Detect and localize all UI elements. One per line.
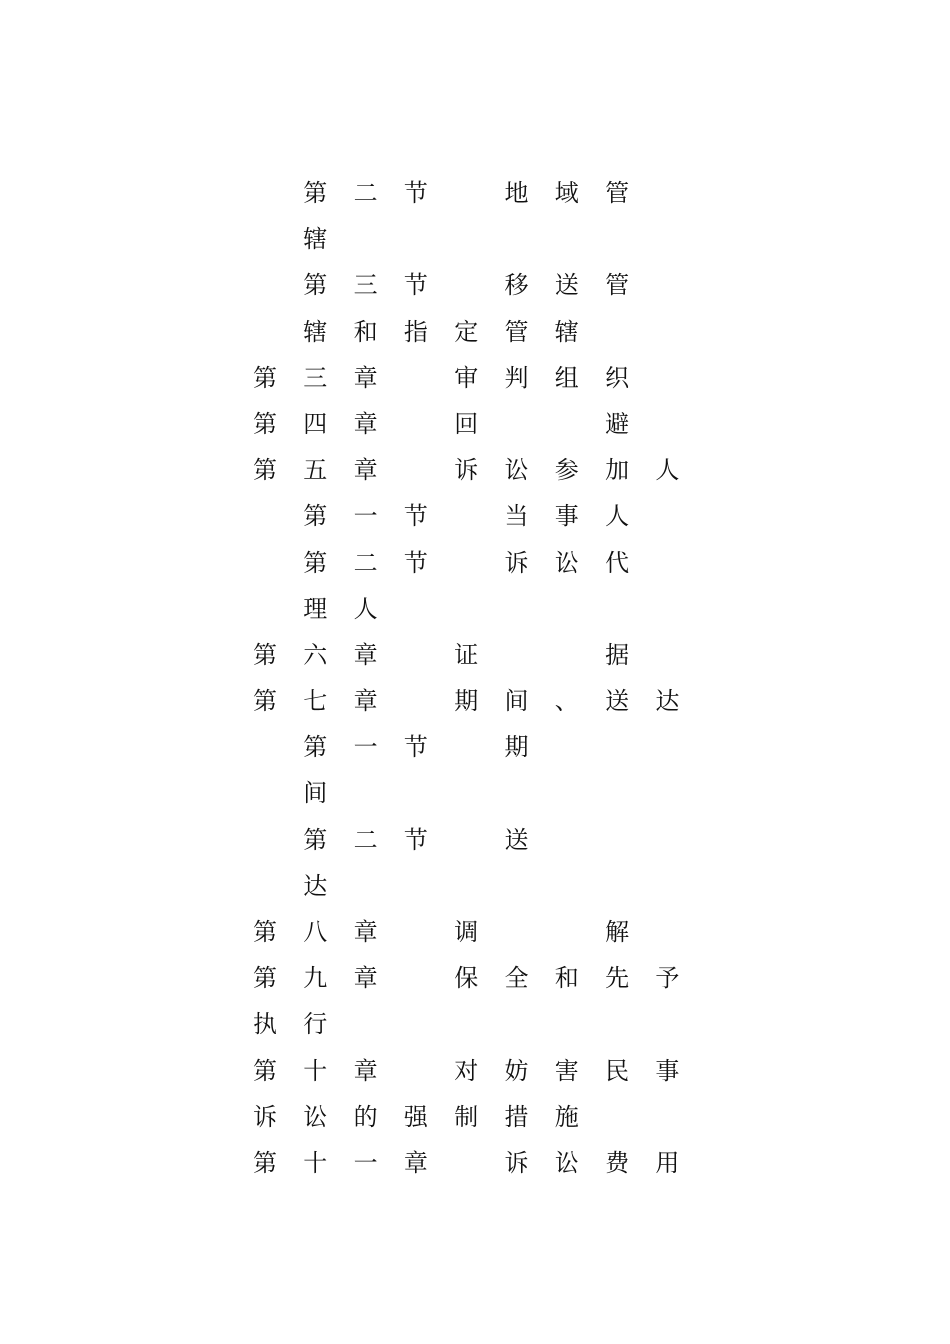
toc-char: 一 xyxy=(353,733,378,762)
toc-char: 五 xyxy=(303,456,328,485)
toc-char: 第 xyxy=(253,687,277,716)
toc-char: 二 xyxy=(353,548,378,577)
toc-char: 对 xyxy=(454,1056,479,1085)
toc-line xyxy=(0,447,950,493)
toc-char: 组 xyxy=(554,363,579,392)
toc-char: 制 xyxy=(454,1102,479,1131)
toc-char: 期 xyxy=(454,687,479,716)
toc-char: 十 xyxy=(303,1056,328,1085)
toc-char: 用 xyxy=(655,1148,680,1177)
toc-char: 管 xyxy=(605,271,630,300)
toc-char: 诉 xyxy=(454,456,479,485)
toc-char: 章 xyxy=(353,918,378,946)
toc-line xyxy=(0,909,950,955)
toc-char: 人 xyxy=(655,456,680,485)
toc-char: 九 xyxy=(303,964,328,993)
toc-char: 人 xyxy=(353,594,378,623)
toc-char: 四 xyxy=(303,409,328,438)
toc-char: 讼 xyxy=(554,548,579,577)
toc-char: 第 xyxy=(253,918,277,946)
toc-char: 据 xyxy=(605,640,630,669)
toc-char: 第 xyxy=(253,1056,277,1085)
toc-char: 节 xyxy=(403,502,428,531)
toc-line xyxy=(0,1001,950,1047)
toc-char: 三 xyxy=(303,363,328,392)
toc-char: 第 xyxy=(253,456,277,485)
toc-line xyxy=(0,632,950,678)
toc-char: 节 xyxy=(403,548,428,577)
toc-char: 执 xyxy=(253,1010,277,1039)
toc-char: 间 xyxy=(303,779,328,808)
toc-line xyxy=(0,955,950,1001)
toc-line xyxy=(0,770,950,816)
toc-char: 回 xyxy=(454,409,479,438)
toc-char: 审 xyxy=(454,363,479,392)
toc-line xyxy=(0,1048,950,1094)
toc-char: 定 xyxy=(454,317,479,346)
toc-char: 诉 xyxy=(504,1148,529,1177)
toc-char: 间 xyxy=(504,687,529,716)
toc-char: 送 xyxy=(605,687,630,716)
toc-char: 避 xyxy=(605,409,630,438)
toc-line xyxy=(0,262,950,308)
toc-char: 当 xyxy=(504,502,529,531)
toc-char: 一 xyxy=(353,1148,378,1177)
toc-char: 指 xyxy=(403,317,428,346)
toc-char: 行 xyxy=(303,1010,328,1039)
toc-char: 诉 xyxy=(504,548,529,577)
toc-char: 费 xyxy=(605,1148,630,1177)
toc-char: 调 xyxy=(454,918,479,946)
toc-char: 章 xyxy=(353,687,378,716)
toc-char: 节 xyxy=(403,825,428,854)
toc-char: 讼 xyxy=(303,1102,328,1131)
toc-char: 第 xyxy=(253,409,277,438)
toc-char: 节 xyxy=(403,179,428,207)
toc-char: 全 xyxy=(504,964,529,993)
toc-char: 章 xyxy=(353,640,378,669)
toc-char: 诉 xyxy=(253,1102,277,1131)
toc-char: 、 xyxy=(554,687,579,716)
toc-char: 送 xyxy=(554,271,579,300)
toc-char: 期 xyxy=(504,733,529,762)
toc-char: 妨 xyxy=(504,1056,529,1085)
toc-char: 事 xyxy=(554,502,579,531)
toc-line xyxy=(0,170,950,216)
toc-char: 害 xyxy=(554,1056,579,1085)
toc-char: 第 xyxy=(253,640,277,669)
toc-char: 送 xyxy=(504,825,529,854)
toc-char: 第 xyxy=(303,548,328,577)
toc-char: 事 xyxy=(655,1056,680,1085)
toc-char: 十 xyxy=(303,1148,328,1177)
toc-char: 二 xyxy=(353,179,378,207)
toc-char: 章 xyxy=(353,1056,378,1085)
toc-char: 章 xyxy=(403,1148,428,1177)
toc-char: 措 xyxy=(504,1102,529,1131)
toc-char: 解 xyxy=(605,918,630,946)
toc-char: 和 xyxy=(554,964,579,993)
toc-line xyxy=(0,724,950,770)
toc-char: 六 xyxy=(303,640,328,669)
toc-char: 移 xyxy=(504,271,529,300)
toc-line xyxy=(0,1140,950,1186)
toc-char: 第 xyxy=(253,1148,277,1177)
toc-char: 辖 xyxy=(303,317,328,346)
toc-char: 施 xyxy=(554,1102,579,1131)
toc-line xyxy=(0,493,950,539)
toc-char: 二 xyxy=(353,825,378,854)
toc-char: 达 xyxy=(303,871,328,900)
toc-char: 判 xyxy=(504,363,529,392)
toc-char: 章 xyxy=(353,363,378,392)
toc-char: 参 xyxy=(554,456,579,485)
toc-char: 第 xyxy=(303,733,328,762)
toc-line xyxy=(0,678,950,724)
toc-char: 加 xyxy=(605,456,630,485)
toc-char: 人 xyxy=(605,502,630,531)
toc-char: 三 xyxy=(353,271,378,300)
toc-char: 辖 xyxy=(303,225,328,254)
toc-char: 强 xyxy=(403,1102,428,1131)
toc-char: 节 xyxy=(403,271,428,300)
toc-line xyxy=(0,216,950,262)
toc-char: 第 xyxy=(253,363,277,392)
toc-char: 章 xyxy=(353,456,378,485)
toc-char: 达 xyxy=(655,687,680,716)
toc-char: 理 xyxy=(303,594,328,623)
toc-char: 章 xyxy=(353,409,378,438)
toc-line xyxy=(0,401,950,447)
toc-char: 保 xyxy=(454,964,479,993)
toc-char: 予 xyxy=(655,964,680,993)
toc-char: 一 xyxy=(353,502,378,531)
toc-char: 讼 xyxy=(504,456,529,485)
toc-char: 证 xyxy=(454,640,479,669)
toc-char: 代 xyxy=(605,548,630,577)
toc-char: 民 xyxy=(605,1056,630,1085)
toc-char: 域 xyxy=(554,179,579,207)
toc-line xyxy=(0,540,950,586)
toc-char: 地 xyxy=(504,179,529,207)
toc-char: 先 xyxy=(605,964,630,993)
toc-line xyxy=(0,1094,950,1140)
toc-char: 章 xyxy=(353,964,378,993)
toc-char: 织 xyxy=(605,363,630,392)
toc-line xyxy=(0,355,950,401)
toc-line xyxy=(0,309,950,355)
toc-char: 节 xyxy=(403,733,428,762)
table-of-contents xyxy=(0,170,950,1186)
toc-char: 八 xyxy=(303,918,328,946)
toc-char: 第 xyxy=(253,964,277,993)
toc-line xyxy=(0,863,950,909)
toc-line xyxy=(0,817,950,863)
toc-char: 七 xyxy=(303,687,328,716)
toc-char: 第 xyxy=(303,179,328,207)
toc-char: 管 xyxy=(605,179,630,207)
toc-char: 讼 xyxy=(554,1148,579,1177)
toc-char: 第 xyxy=(303,502,328,531)
toc-char: 的 xyxy=(353,1102,378,1131)
toc-line xyxy=(0,586,950,632)
toc-char: 和 xyxy=(353,317,378,346)
toc-char: 辖 xyxy=(554,317,579,346)
toc-char: 第 xyxy=(303,271,328,300)
toc-char: 第 xyxy=(303,825,328,854)
toc-char: 管 xyxy=(504,317,529,346)
